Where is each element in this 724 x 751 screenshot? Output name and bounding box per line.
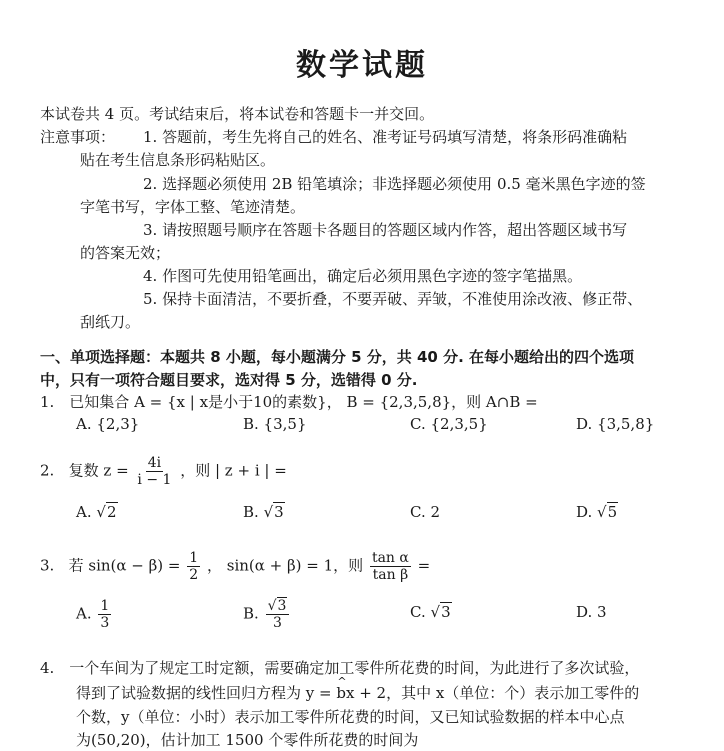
q3-option-c-label: C. xyxy=(410,603,426,621)
notes-label: 注意事项： xyxy=(40,128,116,146)
q4-b-hat: ^ b xyxy=(336,683,346,703)
question-4-line: 4. 一个车间为了规定工时定额，需要确定加工零件所花费的时间，为此进行了多次试验， xyxy=(40,659,640,677)
q3-option-b-label: B. xyxy=(243,604,259,623)
q4-line2-end: x + 2，其中 x（单位：个）表示加工零件的 xyxy=(345,684,640,702)
sqrt-icon: √3 xyxy=(263,503,284,521)
page-title: 数学试题 xyxy=(296,48,428,83)
q3-option-a-den: 3 xyxy=(100,615,110,631)
q1-option-a: A. {2,3} xyxy=(76,415,140,433)
q1-option-b: B. {3,5} xyxy=(243,415,307,433)
question-4-line: 个数，y（单位：小时）表示加工零件所花费的时间，又已知试验数据的样本中心点 xyxy=(76,708,625,726)
note-line: 3. 请按照题号顺序在答题卡各题目的答题区域内作答，超出答题区域书写 xyxy=(143,221,628,239)
sqrt-icon: √ xyxy=(267,598,277,614)
section-heading-cont: 中，只有一项符合题目要求，选对得 5 分，选错得 0 分. xyxy=(40,371,418,389)
note-line: 4. 作图可先使用铅笔画出，确定后必须用黑色字迹的签字笔描黑。 xyxy=(143,267,583,285)
sqrt-icon: √3 xyxy=(430,603,451,621)
q2-option-b xyxy=(243,503,285,521)
note-line: 字笔书写，字体工整、笔迹清楚。 xyxy=(80,198,306,216)
q3-option-a xyxy=(76,598,113,631)
q2-option-a-label: A. xyxy=(76,503,92,521)
question-3-stem xyxy=(40,550,430,583)
note-line: 刮纸刀。 xyxy=(80,313,141,331)
q2-frac-num: 4i xyxy=(147,455,162,471)
question-4-line xyxy=(76,683,639,703)
note-line: 的答案无效； xyxy=(80,244,171,262)
sqrt-icon: √5 xyxy=(597,503,618,521)
question-2-stem xyxy=(40,455,287,488)
q3-option-a-num: 1 xyxy=(100,598,110,614)
q2-option-d-label: D. xyxy=(576,503,593,521)
q2-prefix: 复数 z = xyxy=(68,461,129,480)
q3-part3: = xyxy=(417,556,431,575)
q2-suffix: ，则 | z + i | = xyxy=(180,461,287,480)
section-heading: 一、单项选择题：本题共 8 小题，每小题满分 5 分，共 40 分. 在每小题给出的四个选项 xyxy=(40,348,635,366)
note-line: 1. 答题前，考生先将自己的姓名、准考证号码填写清楚，将条形码准确粘 xyxy=(143,128,628,146)
sqrt-icon: √2 xyxy=(96,503,117,521)
q3-option-c xyxy=(410,603,452,621)
q3-part2: ， sin(α + β) = 1，则 xyxy=(206,556,364,575)
note-line: 贴在考生信息条形码粘贴区。 xyxy=(80,151,276,169)
q3-option-a-label: A. xyxy=(76,604,92,623)
q3-option-b-radicand: 3 xyxy=(277,598,287,614)
q1-option-d: D. {3,5,8} xyxy=(576,415,655,433)
q3-part1: 若 sin(α − β) = xyxy=(68,556,181,575)
q3-option-b xyxy=(243,598,291,631)
q4-line2-start: 得到了试验数据的线性回归方程为 y = xyxy=(76,684,337,702)
q1-option-c: C. {2,3,5} xyxy=(410,415,488,433)
q2-option-c: C. 2 xyxy=(410,503,441,521)
q2-option-d-radicand: 5 xyxy=(607,503,618,521)
intro-text: 本试卷共 4 页。考试结束后，将本试卷和答题卡一并交回。 xyxy=(40,105,435,123)
q3-fraction-1 xyxy=(187,550,200,583)
note-line: 2. 选择题必须使用 2B 铅笔填涂；非选择题必须使用 0.5 毫米黑色字迹的签 xyxy=(143,175,646,193)
q2-option-d xyxy=(576,503,618,521)
q3-option-c-radicand: 3 xyxy=(441,603,451,621)
q2-frac-den: i − 1 xyxy=(137,472,172,488)
q2-fraction xyxy=(135,455,173,488)
q3-f2-num: tan α xyxy=(371,550,409,566)
question-1-stem: 1. 已知集合 A = {x | x是小于10的素数}， B = {2,3,5,8}，则 A∩B = xyxy=(40,393,538,411)
q3-option-a-fraction xyxy=(98,598,111,631)
q3-option-b-num xyxy=(266,598,290,615)
q3-f1-den: 2 xyxy=(189,567,199,583)
q3-option-b-den: 3 xyxy=(273,615,282,631)
q3-f1-num: 1 xyxy=(189,550,199,566)
q2-option-b-radicand: 3 xyxy=(274,503,284,521)
q2-option-a xyxy=(76,503,118,521)
q3-option-b-fraction xyxy=(266,598,290,631)
q2-option-b-label: B. xyxy=(243,503,259,521)
note-line: 5. 保持卡面清洁，不要折叠，不要弄破、弄皱，不准使用涂改液、修正带、 xyxy=(143,290,643,308)
q3-f2-den: tan β xyxy=(372,567,409,583)
question-4-line: 为(50,20)，估计加工 1500 个零件所花费的时间为 xyxy=(76,731,419,749)
q3-fraction-2 xyxy=(370,550,411,583)
q2-number: 2. xyxy=(40,461,55,480)
q3-option-d: D. 3 xyxy=(576,603,607,621)
q3-number: 3. xyxy=(40,556,55,575)
q2-option-a-radicand: 2 xyxy=(106,503,117,521)
